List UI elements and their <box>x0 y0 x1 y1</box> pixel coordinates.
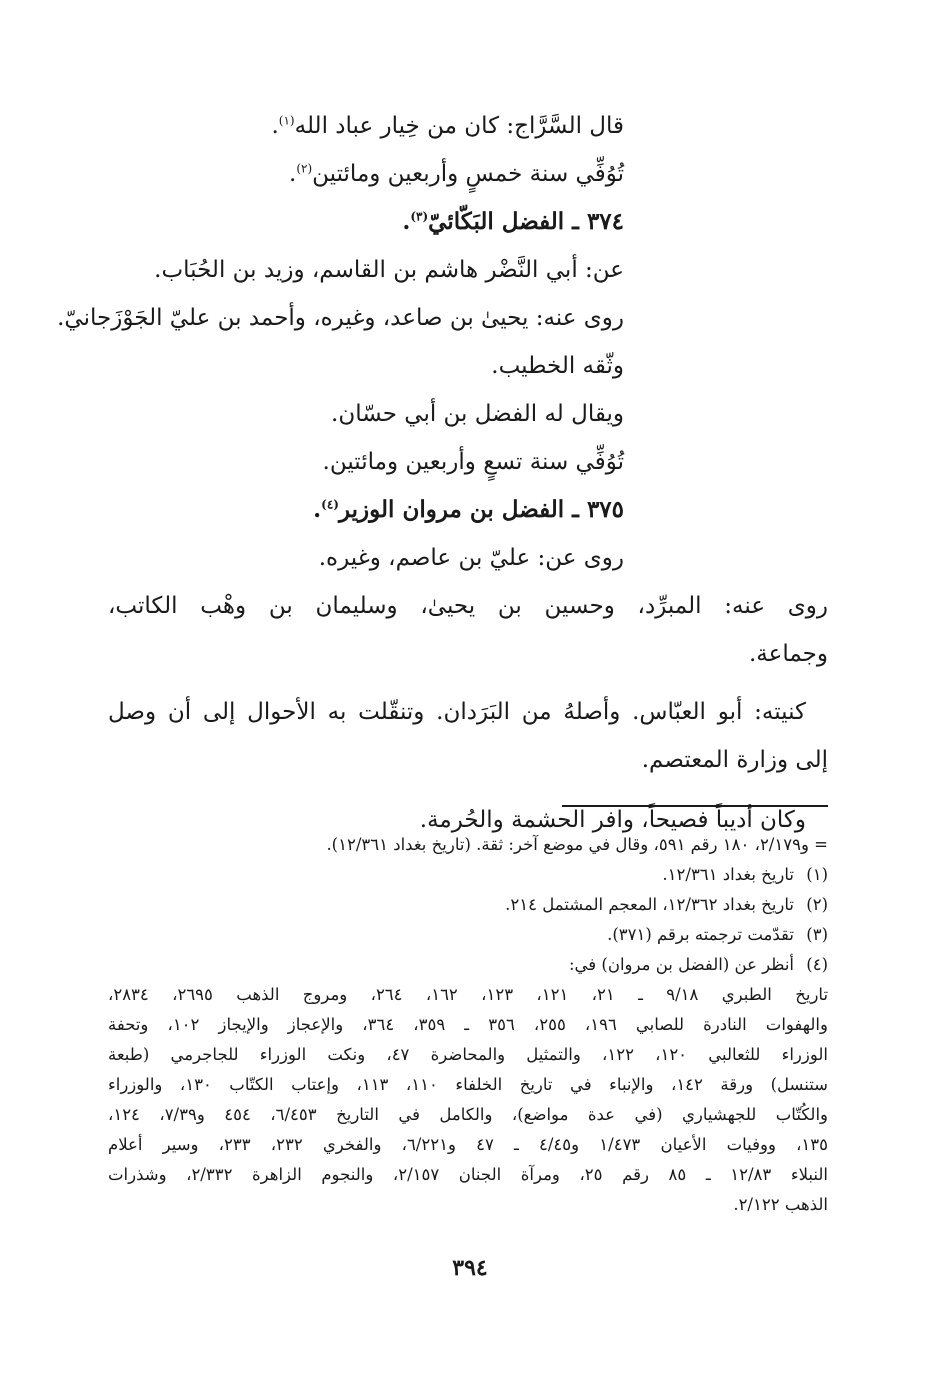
footnote-rule <box>562 805 828 807</box>
page-number: ٣٩٤ <box>452 1255 488 1281</box>
footnote-mark: (٤) <box>321 497 339 512</box>
text-line: عن: أبي النَّضْر هاشم بن القاسم، وزيد بن الحُبَاب. <box>154 257 624 283</box>
main-text <box>57 102 828 844</box>
footnote-item: (٣)تقدّمت ترجمته برقم (٣٧١). <box>108 920 828 950</box>
footnote-number: (٢) <box>806 895 828 914</box>
footnote-mark: (٣) <box>410 209 429 224</box>
text-line: ويقال له الفضل بن أبي حسّان. <box>331 401 624 427</box>
reference-line: النبلاء ١٢/٨٣ ـ ٨٥ رقم ٢٥، ومرآة الجنان ٢/١٥٧، والنجوم الزاهرة ٢/٣٣٢، وشذرات <box>108 1165 828 1184</box>
text-line: وجماعة. <box>749 641 828 667</box>
text-line: وثّقه الخطيب. <box>491 353 624 379</box>
reference-line: الوزراء للثعالبي ١٢٠، ١٢٢، والتمثيل والمحاضرة ٤٧، ونكت الوزراء للجاجرمي (طبعة <box>108 1045 829 1064</box>
text-line: روى عن: عليّ بن عاصم، وغيره. <box>318 545 624 571</box>
footnote-number: (٣) <box>806 925 828 944</box>
footnotes <box>108 830 828 1220</box>
text-line: قال السَّرَّاج: كان من خِيار عباد الله$^{(١)}$. <box>271 113 624 139</box>
footnote-mark: (١) <box>278 113 295 128</box>
text-line: إلى وزارة المعتصم. <box>641 747 828 773</box>
reference-line: والهفوات النادرة للصابي ١٩٦، ٢٥٥، ٣٥٦ ـ ٣٥٩، ٣٦٤، والإعجاز والإيجاز ١٠٢، وتحفة <box>108 1015 828 1034</box>
footnote-item: (٢)تاريخ بغداد ١٢/٣٦٢، المعجم المشتمل ٢١٤. <box>108 890 828 920</box>
footnote-mark: (٢) <box>296 161 313 176</box>
entry-heading: ٣٧٥ ـ الفضل بن مروان الوزير$^{(٤)}$. <box>313 496 624 523</box>
reference-line: ١٣٥، ووفيات الأعيان ١/٤٧٣ و٤/٤٥ ـ ٤٧ و٦/٢٢١، والفخري ٢٣٢، ٢٣٣، وسير أعلام <box>108 1135 829 1154</box>
footnote-item: (٤)أنظر عن (الفضل بن مروان) في: <box>108 950 828 980</box>
text-line: تُوُفِّي سنة خمسٍ وأربعين ومائتين$^{(٢)}$. <box>289 161 624 187</box>
text-line: تُوُفِّي سنة تسعٍ وأربعين ومائتين. <box>322 449 624 475</box>
entry-heading: ٣٧٤ ـ الفضل البَكّائيّ$^{(٣)}$. <box>402 208 624 235</box>
footnote-number: (١) <box>806 865 828 884</box>
text-line: روى عنه: يحيىٰ بن صاعد، وغيره، وأحمد بن عليّ الجَوْزَجانيّ. <box>57 305 624 331</box>
reference-line: ستنسل) ورقة ١٤٢، والإنباء في تاريخ الخلفاء ١١٠، ١١٣، وإعتاب الكتّاب ١٣٠، والوزراء <box>108 1075 829 1094</box>
text-line: روى عنه: المبرِّد، وحسين بن يحيىٰ، وسليمان بن وهْب الكاتب، <box>108 593 828 619</box>
reference-line: تاريخ الطبري ٩/١٨ ـ ٢١، ١٢١، ١٢٣، ١٦٢، ٢٦٤، ومروج الذهب ٢٦٩٥، ٢٨٣٤، <box>108 985 829 1004</box>
footnote-item: (١)تاريخ بغداد ١٢/٣٦١. <box>108 860 828 890</box>
text-line: وكان أديباً فصيحاً، وافر الحشمة والحُرمة. <box>419 807 806 833</box>
text-line: كنيته: أبو العبّاس. وأصلهُ من البَرَدان. وتنقّلت به الأحوال إلى أن وصل <box>108 699 806 725</box>
footnote-continuation: = و٢/١٧٩، ١٨٠ رقم ٥٩١، وقال في موضع آخر: ثقة. (تاريخ بغداد ١٢/٣٦١). <box>326 835 828 854</box>
footnote-number: (٤) <box>806 955 828 974</box>
reference-line: والكُتّاب للجهشياري (في عدة مواضع)، والكامل في التاريخ ٦/٤٥٣، ٤٥٤ و٧/٣٩، ١٢٤، <box>108 1105 828 1124</box>
reference-line: الذهب ٢/١٢٢. <box>733 1195 828 1214</box>
